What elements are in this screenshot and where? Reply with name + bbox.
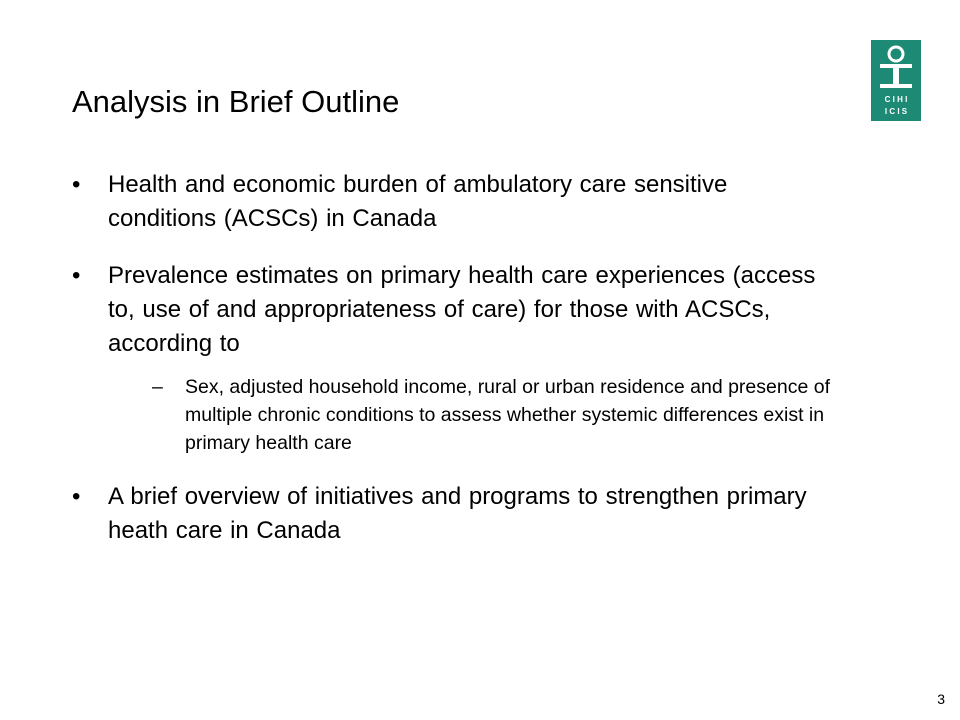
bullet-marker: • xyxy=(72,262,81,289)
cihi-logo xyxy=(871,40,921,121)
sub-bullet-text: Sex, adjusted household income, rural or urban residence and presence of multiple chronic conditions to assess whether systemic differences exist in primary health care xyxy=(185,376,830,454)
bullet-text: A brief overview of initiatives and programs to strengthen primary heath care in Canada xyxy=(108,483,807,544)
bullet-item xyxy=(72,259,842,457)
bullet-item xyxy=(72,480,842,548)
slide-title: Analysis in Brief Outline xyxy=(72,84,400,119)
bullet-list xyxy=(72,168,842,571)
logo-text-en: C I H I xyxy=(884,95,908,104)
bullet-marker: • xyxy=(72,483,81,510)
bullet-text: Prevalence estimates on primary health care experiences (access to, use of and appropriateness of care) for those with ACSCs, according to xyxy=(108,262,816,357)
bullet-marker: • xyxy=(72,171,81,198)
logo-text-fr: I C I S xyxy=(884,107,908,116)
sub-bullet-marker: – xyxy=(152,376,163,398)
page-number: 3 xyxy=(937,691,945,707)
sub-bullet-item xyxy=(152,373,842,457)
bullet-text: Health and economic burden of ambulatory care sensitive conditions (ACSCs) in Canada xyxy=(108,171,728,232)
bullet-item xyxy=(72,168,842,236)
